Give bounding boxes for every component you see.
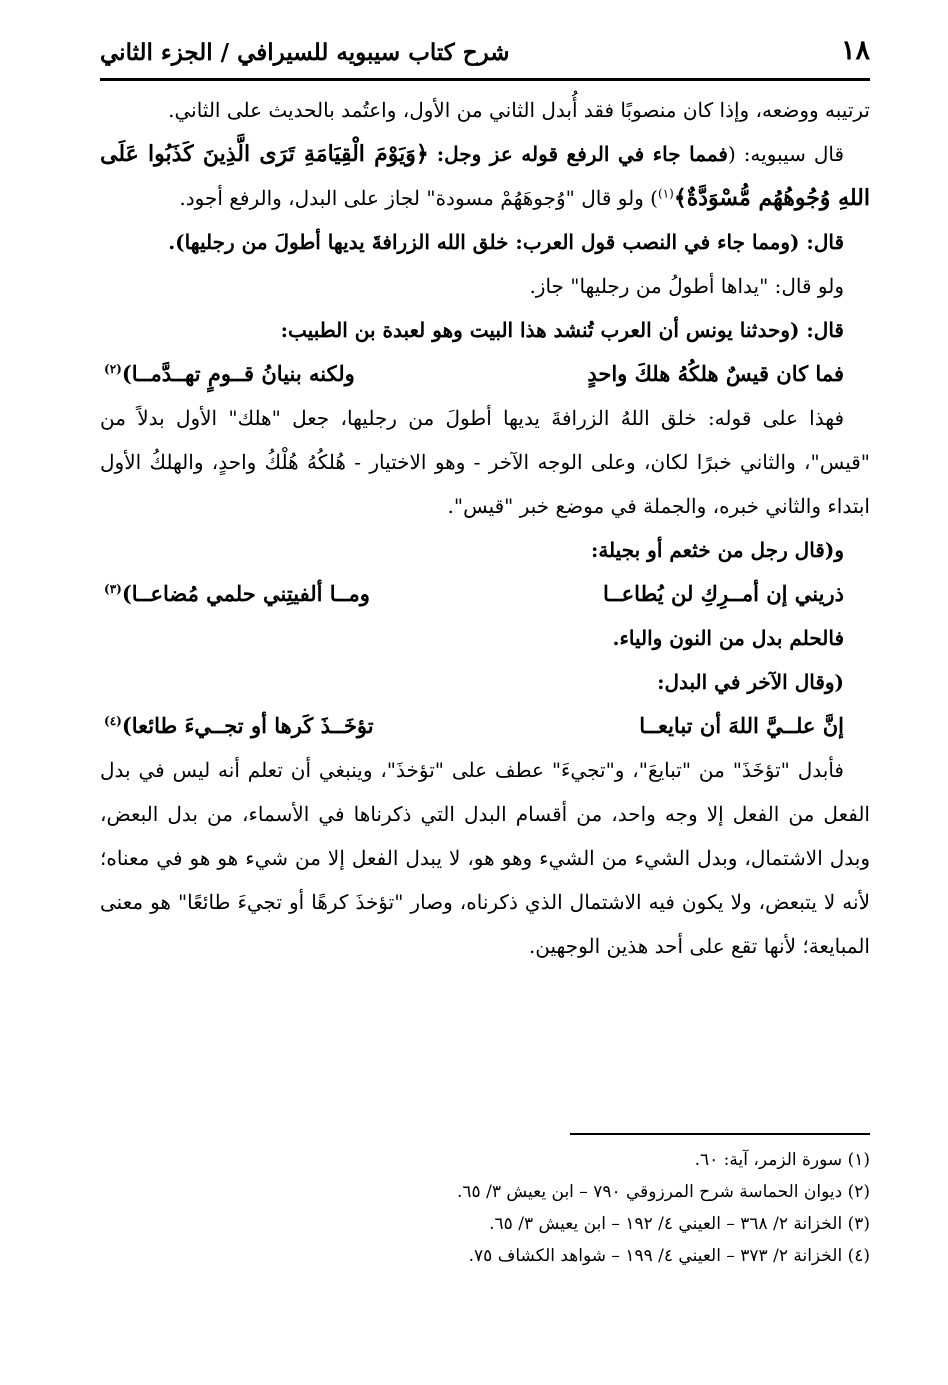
p2-rest: ) ولو قال "وُجوهَهُمْ مسودة" لجاز على البدل، والرفع أجود. [179,186,658,210]
paragraph-4: ولو قال: "يداها أطولُ من رجليها" جاز. [529,274,844,298]
footnote-ref-2: (٢) [104,362,122,376]
paragraph-2 [100,132,870,220]
quran-verse: ﴿وَيَوْمَ الْقِيَامَةِ تَرَى الَّذِينَ كَذَبُوا عَلَى اللهِ وُجُوهُهُم مُّسْوَدَّةٌ﴾ [100,141,870,211]
paragraph-8: فالحلم بدل من النون والياء. [612,626,844,650]
page-header [100,22,870,66]
footnote-rule [570,1133,870,1135]
paragraph-6: فهذا على قوله: خلق اللهُ الزرافةَ يديها أطولَ من رجليها، جعل "هلك" الأول بدلاً من "قيس"، والثاني خبرًا لكان، وعلى الوجه الآخر - وهو الاختيار - هُلكُهُ هُلْكُ واحدٍ، والهلكُ الأول ابتداء والثاني خبره، والجملة في موضع خبر "قيس". [100,406,870,518]
verse-1-second-hemistich: ولكنه بنيانُ قــومٍ تهــدَّمــا)$^{(٢)}$ [104,361,355,386]
page-number: ١٨ [840,35,870,66]
poetry-verse-1 [100,352,870,396]
poetry-verse-3 [100,704,870,748]
footnote-ref-3: (٣) [104,582,122,596]
verse-3-first-hemistich: إنَّ علــيَّ اللهَ أن تبايعــا [639,713,844,738]
paragraph-3: قال: (ومما جاء في النصب قول العرب: خلق الله الزرافةَ يديها أطولَ من رجليها). [168,230,844,254]
header-rule [100,78,870,81]
verse-2-second-hemistich: ومــا ألفيتِني حلمي مُضاعــا)$^{(٣)}$ [104,581,370,606]
verse-3-second-hemistich: تؤخَــذَ كَرها أو تجــيءَ طائعا)$^{(٤)}$ [104,713,374,738]
main-text [100,88,870,968]
verse-2-first-hemistich: ذريني إن أمــرِكِ لن يُطاعــا [602,581,844,606]
running-title: شرح كتاب سيبويه للسيرافي / الجزء الثاني [100,39,510,66]
footnote-3: (٣) الخزانة ٢/ ٣٦٨ – العيني ٤/ ١٩٢ – ابن يعيش ٣/ ٦٥. [489,1214,870,1234]
p2-bold: فمما جاء في الرفع قوله عز وجل: [436,142,728,166]
verse-1-first-hemistich: فما كان قيسٌ هلكُهُ هلكَ واحدٍ [587,361,844,386]
paragraph-7: و(قال رجل من خثعم أو بجيلة: [590,538,844,562]
footnote-ref-4: (٤) [104,714,122,728]
footnotes [100,1144,870,1272]
poetry-verse-2 [100,572,870,616]
paragraph-5: قال: (وحدثنا يونس أن العرب تُنشد هذا البيت وهو لعبدة بن الطبيب: [280,318,844,342]
footnote-4: (٤) الخزانة ٢/ ٣٧٣ – العيني ٤/ ١٩٩ – شواهد الكشاف ٧٥. [468,1246,870,1266]
footnote-1: (١) سورة الزمر، آية: ٦٠. [694,1150,870,1170]
paragraph-1: ترتيبه ووضعه، وإذا كان منصوبًا فقد أُبدل الثاني من الأول، واعتُمد بالحديث على الثاني. [168,98,870,122]
footnote-ref-1: (١) [657,186,674,201]
p2-intro: قال سيبويه: ( [727,142,844,166]
footnote-2: (٢) ديوان الحماسة شرح المرزوقي ٧٩٠ – ابن يعيش ٣/ ٦٥. [457,1182,870,1202]
paragraph-10: فأبدل "تؤخَذَ" من "تبايعَ"، و"تجيءَ" عطف على "تؤخذَ"، وينبغي أن تعلم أنه ليس في بدل الفعل من الفعل إلا وجه واحد، من أقسام البدل التي ذكرناها في الأسماء، من بدل البعض، وبدل الاشتمال، وبدل الشيء من الشيء وهو هو، لا يبدل الفعل إلا من شيء هو هو في معناه؛ لأنه لا يتبعض، ولا يكون فيه الاشتمال الذي ذكرناه، وصار "تؤخذَ كرهًا أو تجيءَ طائعًا" هو معنى المبايعة؛ لأنها تقع على أحد هذين الوجهين. [100,758,870,958]
paragraph-9: (وقال الآخر في البدل: [657,670,844,694]
